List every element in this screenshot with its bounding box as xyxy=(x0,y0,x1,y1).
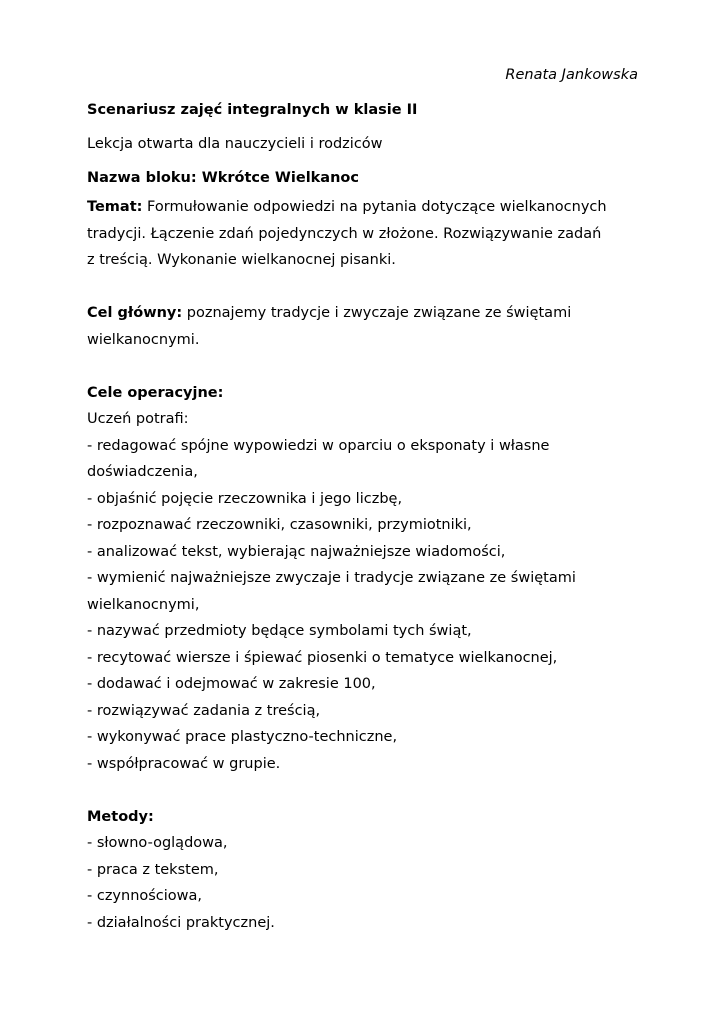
list-item: - praca z tekstem, xyxy=(87,861,219,878)
list-item: - współpracować w grupie. xyxy=(87,755,281,772)
list-item: - recytować wiersze i śpiewać piosenki o tematyce wielkanocnej, xyxy=(87,649,558,666)
list-item: - czynnościowa, xyxy=(87,888,203,904)
list-item: - objaśnić pojęcie rzeczownika i jego liczbę, xyxy=(87,490,403,507)
operational-goals-intro: Uczeń potrafi: xyxy=(87,411,189,427)
main-goal-label: Cel główny: xyxy=(87,305,183,321)
main-goal-line xyxy=(87,300,632,327)
main-goal-text: poznajemy tradycje i zwyczaje związane ze świętami xyxy=(186,305,572,321)
document-subtitle: Lekcja otwarta dla nauczycieli i rodziców xyxy=(87,136,383,152)
operational-goals-section xyxy=(87,380,632,778)
list-item: - wykonywać prace plastyczno-techniczne, xyxy=(87,729,398,745)
methods-list xyxy=(87,830,632,936)
topic-line: z treścią. Wykonanie wielkanocnej pisanki. xyxy=(87,252,396,268)
list-item: - nazywać przedmioty będące symbolami tych świąt, xyxy=(87,623,472,639)
operational-goals-heading: Cele operacyjne: xyxy=(87,384,224,401)
document-content xyxy=(87,100,632,936)
list-item: doświadczenia, xyxy=(87,464,198,480)
methods-heading: Metody: xyxy=(87,808,154,825)
operational-goals-list xyxy=(87,433,632,778)
block-name-value: Wkrótce Wielkanoc xyxy=(201,170,359,186)
topic-line: tradycji. Łączenie zdań pojedynczych w złożone. Rozwiązywanie zadań xyxy=(87,225,602,242)
list-item: - rozpoznawać rzeczowniki, czasowniki, przymiotniki, xyxy=(87,517,472,533)
topic-paragraph xyxy=(87,194,632,274)
main-goal-paragraph xyxy=(87,300,632,353)
list-item: - redagować spójne wypowiedzi w oparciu o eksponaty i własne xyxy=(87,437,550,454)
block-name-label: Nazwa bloku: xyxy=(87,170,197,186)
list-item: - analizować tekst, wybierając najważniejsze wiadomości, xyxy=(87,543,506,560)
methods-section xyxy=(87,804,632,937)
list-item: - dodawać i odejmować w zakresie 100, xyxy=(87,676,376,692)
document-title: Scenariusz zajęć integralnych w klasie II xyxy=(87,102,418,118)
topic-text: Formułowanie odpowiedzi na pytania dotyczące wielkanocnych xyxy=(147,199,607,215)
topic-label: Temat: xyxy=(87,199,143,215)
list-item: - słowno-oglądowa, xyxy=(87,835,228,851)
main-goal-line: wielkanocnymi. xyxy=(87,331,200,348)
list-item: - rozwiązywać zadania z treścią, xyxy=(87,702,321,719)
topic-line xyxy=(87,194,632,221)
list-item: - wymienić najważniejsze zwyczaje i tradycje związane ze świętami xyxy=(87,570,576,586)
author-name: Renata Jankowska xyxy=(505,67,638,83)
list-item: wielkanocnymi, xyxy=(87,596,200,613)
list-item: - działalności praktycznej. xyxy=(87,914,275,931)
block-name-line xyxy=(87,168,632,188)
